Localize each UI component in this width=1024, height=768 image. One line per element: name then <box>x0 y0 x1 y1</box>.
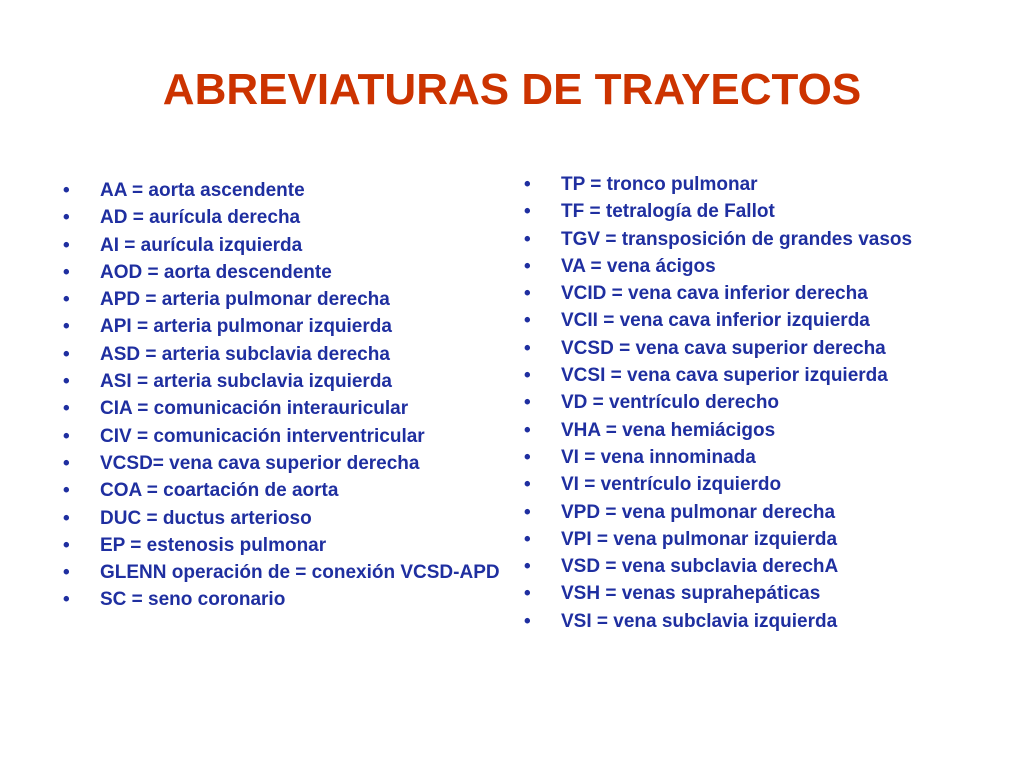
abbreviation-entry: GLENN operación de = conexión VCSD-APD <box>100 562 500 584</box>
bullet-icon: • <box>63 534 70 556</box>
bullet-icon: • <box>63 234 70 256</box>
abbreviation-entry: EP = estenosis pulmonar <box>100 534 327 556</box>
abbreviation-entry: VCII = vena cava inferior izquierda <box>561 310 870 332</box>
abbreviation-entry: TP = tronco pulmonar <box>561 174 758 195</box>
list-item <box>60 426 500 447</box>
list-item <box>60 262 500 283</box>
abbreviation-entry: VPD = vena pulmonar derecha <box>561 501 836 523</box>
list-item <box>521 583 961 604</box>
abbreviation-entry: AA = aorta ascendente <box>100 180 305 201</box>
abbreviation-entry: TF = tetralogía de Fallot <box>561 201 775 223</box>
bullet-icon: • <box>63 180 70 201</box>
list-item <box>521 502 961 523</box>
bullet-icon: • <box>63 316 70 338</box>
bullet-icon: • <box>524 337 531 359</box>
bullet-icon: • <box>63 507 70 529</box>
left-abbreviation-list <box>60 180 500 617</box>
bullet-icon: • <box>63 398 70 420</box>
bullet-icon: • <box>63 425 70 447</box>
abbreviation-entry: ASD = arteria subclavia derecha <box>100 343 390 365</box>
abbreviation-entry: AOD = aorta descendente <box>100 261 332 283</box>
abbreviation-entry: CIA = comunicación interauricular <box>100 398 409 420</box>
right-abbreviation-list <box>521 174 961 638</box>
abbreviation-entry: VSH = venas suprahepáticas <box>561 583 821 605</box>
bullet-icon: • <box>524 610 531 632</box>
abbreviation-entry: VCID = vena cava inferior derecha <box>561 283 868 305</box>
bullet-icon: • <box>524 201 531 223</box>
abbreviation-entry: VSD = vena subclavia derechA <box>561 556 839 578</box>
list-item <box>60 289 500 310</box>
list-item <box>60 562 500 583</box>
abbreviation-entry: VCSD= vena cava superior derecha <box>100 452 420 474</box>
bullet-icon: • <box>63 452 70 474</box>
abbreviation-entry: VHA = vena hemiácigos <box>561 419 776 441</box>
bullet-icon: • <box>63 343 70 365</box>
abbreviation-entry: AI = aurícula izquierda <box>100 234 303 256</box>
list-item <box>521 283 961 304</box>
abbreviation-entry: CIV = comunicación interventricular <box>100 425 425 447</box>
bullet-icon: • <box>524 583 531 605</box>
bullet-icon: • <box>524 556 531 578</box>
list-item <box>521 611 961 632</box>
bullet-icon: • <box>524 528 531 550</box>
list-item <box>521 338 961 359</box>
bullet-icon: • <box>524 365 531 387</box>
abbreviation-entry: TGV = transposición de grandes vasos <box>561 228 913 250</box>
list-item <box>60 398 500 419</box>
abbreviation-entry: API = arteria pulmonar izquierda <box>100 316 392 338</box>
abbreviation-entry: VCSI = vena cava superior izquierda <box>561 365 888 387</box>
list-item <box>521 201 961 222</box>
list-item <box>521 420 961 441</box>
list-item <box>60 453 500 474</box>
abbreviation-entry: VSI = vena subclavia izquierda <box>561 610 838 632</box>
list-item <box>521 229 961 250</box>
list-item <box>60 371 500 392</box>
list-item <box>60 589 500 610</box>
bullet-icon: • <box>524 283 531 305</box>
list-item <box>60 535 500 556</box>
bullet-icon: • <box>524 501 531 523</box>
abbreviation-entry: VCSD = vena cava superior derecha <box>561 337 886 359</box>
bullet-icon: • <box>63 589 70 611</box>
bullet-icon: • <box>63 261 70 283</box>
bullet-icon: • <box>63 289 70 311</box>
abbreviation-entry: VA = vena ácigos <box>561 255 716 277</box>
list-item <box>521 174 961 195</box>
list-item <box>521 256 961 277</box>
bullet-icon: • <box>524 174 531 195</box>
abbreviation-entry: VPI = vena pulmonar izquierda <box>561 528 838 550</box>
list-item <box>521 447 961 468</box>
bullet-icon: • <box>524 419 531 441</box>
bullet-icon: • <box>63 480 70 502</box>
list-item <box>521 365 961 386</box>
abbreviation-entry: COA = coartación de aorta <box>100 480 339 502</box>
bullet-icon: • <box>524 474 531 496</box>
abbreviation-entry: ASI = arteria subclavia izquierda <box>100 371 392 393</box>
list-item <box>60 180 500 201</box>
list-item <box>521 474 961 495</box>
bullet-icon: • <box>524 392 531 414</box>
bullet-icon: • <box>63 371 70 393</box>
list-item <box>60 480 500 501</box>
bullet-icon: • <box>524 255 531 277</box>
list-item <box>60 235 500 256</box>
bullet-icon: • <box>524 310 531 332</box>
abbreviation-entry: APD = arteria pulmonar derecha <box>100 289 390 311</box>
list-item <box>60 207 500 228</box>
list-item <box>60 344 500 365</box>
abbreviation-entry: VI = ventrículo izquierdo <box>561 474 782 496</box>
list-item <box>521 529 961 550</box>
bullet-icon: • <box>63 207 70 229</box>
list-item <box>521 310 961 331</box>
abbreviation-entry: VD = ventrículo derecho <box>561 392 780 414</box>
list-item <box>521 556 961 577</box>
abbreviation-entry: DUC = ductus arterioso <box>100 507 312 529</box>
list-item <box>60 508 500 529</box>
list-item <box>521 392 961 413</box>
list-item <box>60 316 500 337</box>
bullet-icon: • <box>524 446 531 468</box>
abbreviation-entry: AD = aurícula derecha <box>100 207 301 229</box>
bullet-icon: • <box>524 228 531 250</box>
bullet-icon: • <box>63 562 70 584</box>
abbreviation-entry: VI = vena innominada <box>561 446 756 468</box>
slide-title: ABREVIATURAS DE TRAYECTOS <box>162 65 862 114</box>
abbreviation-entry: SC = seno coronario <box>100 589 286 611</box>
